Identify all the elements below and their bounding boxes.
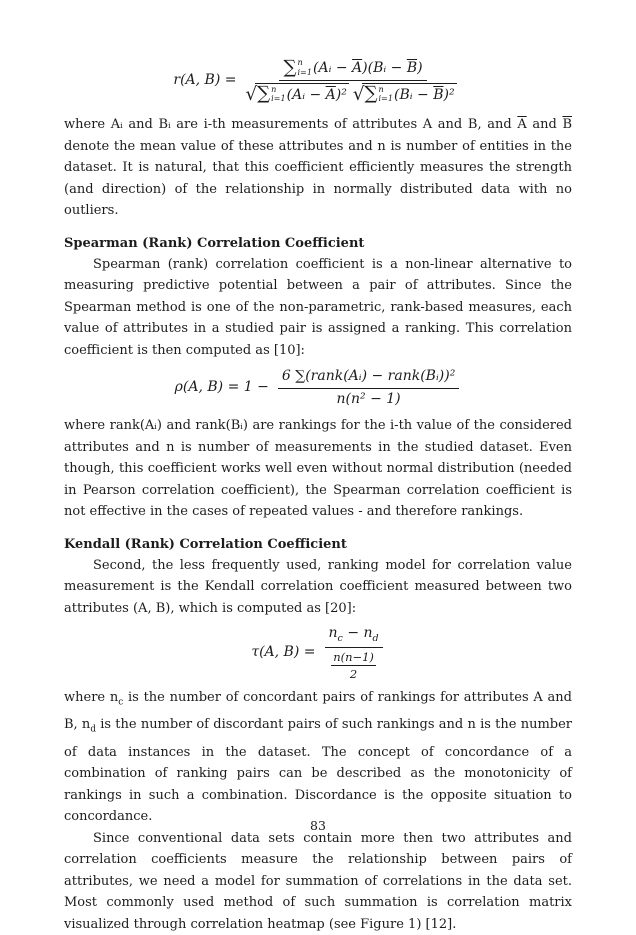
sum-icon: ∑: [283, 56, 297, 78]
paragraph-text: denote the mean value of these attributes and n is number of entities in the dataset. It is natural, that this coefficient efficiently measures the strength (and direction) of the relationship in normally distributed data with no outliers.: [64, 138, 572, 218]
sum-operator: [257, 85, 286, 105]
sqrt-term-b: [353, 83, 457, 105]
fraction-denominator: [246, 81, 461, 105]
paragraph-text: is the number of discordant pairs of such rankings and n is the number of data instances in the dataset. The concept of concordance of a combination of ranking pairs can be described as the monotonicity of rankings in such a combination. Discordance is the opposite situation to concordance.: [64, 717, 572, 825]
kendall-correlation-formula: [64, 625, 572, 681]
sum-limits: [271, 85, 286, 105]
sum-upper-limit: n: [297, 57, 303, 67]
sum-upper-limit: n: [271, 83, 277, 94]
nested-fraction: [331, 650, 376, 682]
pearson-correlation-formula: [64, 58, 572, 104]
sum-limits: [297, 58, 312, 78]
sum-lower-limit: i=1: [271, 93, 286, 104]
spearman-correlation-formula: [64, 368, 572, 408]
paragraph-text: where n: [64, 690, 119, 706]
sum-upper-limit: n: [378, 83, 384, 94]
sum-icon: ∑: [364, 83, 378, 105]
paragraph-pearson-explanation: [64, 114, 572, 222]
math-text: (Bᵢ −: [394, 86, 434, 103]
formula-lhs: ρ(A, B) = 1 −: [174, 379, 269, 396]
fraction-numerator: [325, 625, 383, 648]
paragraph-spearman-explanation: where rank(Aᵢ) and rank(Bᵢ) are rankings for the i-th value of the considered attributes and n is number of measurements in the studied dataset. Even though, this coefficient works well even without normal distribution (needed in Pearson correlation coefficient), the Spearman correlation coefficient is not effective in the cases of repeated values - and therefore rankings.: [64, 418, 572, 519]
paragraph-text: where Aᵢ and Bᵢ are i-th measurements of attributes A and B, and: [64, 117, 518, 132]
fraction-numerator: 6 ∑(rank(Aᵢ) − rank(Bᵢ))²: [278, 368, 459, 389]
sqrt-term-a: [246, 83, 349, 105]
mean-b-overline: $\overline{B}$: [406, 59, 418, 76]
math-text: n: [328, 625, 338, 641]
math-text: −: [342, 625, 364, 641]
math-text: )²: [443, 86, 455, 103]
fraction-numerator: [279, 58, 426, 81]
math-text: )²: [335, 86, 347, 103]
mean-b-overline: $\overline{B}$: [562, 117, 572, 132]
subscript-c: c: [337, 632, 343, 644]
paragraph-spearman-intro: Spearman (rank) correlation coefficient is a non-linear alternative to measuring predictive potential between a pair of attributes. Since the Spearman method is one of the non-parametric, rank-based measures, each value of attributes in a studied pair is assigned a ranking. This correlation coefficient is then computed as [10]:: [64, 256, 572, 358]
sum-limits: [378, 85, 393, 105]
sqrt-radicand: [362, 83, 456, 105]
math-text: (Aᵢ −: [313, 59, 353, 76]
paragraph-text: and: [526, 117, 563, 132]
fraction: [278, 368, 459, 408]
section-heading-spearman: Spearman (Rank) Correlation Coefficient: [64, 235, 365, 251]
sqrt-radicand: [255, 83, 349, 105]
fraction-denominator: [331, 648, 376, 682]
subscript-c: c: [118, 697, 124, 708]
paragraph-text: is the number of concordant pairs of rankings for attributes A and B, n: [64, 690, 572, 733]
mean-a-overline: $\overline{A}$: [517, 117, 527, 132]
math-text: ): [417, 59, 423, 76]
nested-numerator: n(n−1): [331, 650, 376, 666]
mean-a-overline: $\overline{A}$: [352, 59, 363, 76]
sum-lower-limit: i=1: [378, 93, 394, 104]
sum-lower-limit: i=1: [297, 66, 313, 77]
math-text: (Aᵢ −: [286, 86, 326, 103]
sum-operator: [364, 85, 393, 105]
math-text: )(Bᵢ −: [362, 59, 407, 76]
sqrt-icon: √: [352, 83, 365, 105]
section-heading-kendall: Kendall (Rank) Correlation Coefficient: [64, 536, 347, 552]
paragraph-kendall-explanation: [64, 687, 572, 827]
sqrt-icon: √: [245, 83, 258, 105]
paragraph-correlation-matrix: Since conventional data sets contain more then two attributes and correlation coefficients measure the relationship between pairs of attributes, we need a model for summation of correlations in the data set. Most commonly used method of such summation is correlation matrix visualized through correlation heatmap (see Figure 1) [12].: [64, 830, 572, 932]
subscript-d: d: [90, 725, 96, 736]
math-text: n: [363, 625, 373, 641]
fraction: [325, 625, 383, 681]
formula-lhs: τ(A, B) =: [251, 644, 316, 661]
fraction: [246, 58, 461, 104]
sum-operator: [283, 58, 312, 78]
mean-b-overline: $\overline{B}$: [433, 86, 444, 103]
page-number: 83: [310, 818, 326, 833]
nested-denominator: 2: [349, 667, 358, 682]
subscript-d: d: [372, 632, 379, 644]
formula-lhs: r(A, B) =: [173, 72, 237, 89]
fraction-denominator: n(n² − 1): [336, 390, 401, 407]
page-content: [64, 0, 572, 935]
sum-icon: ∑: [257, 83, 271, 105]
paragraph-kendall-intro: Second, the less frequently used, ranking model for correlation value measurement is the Kendall correlation coefficient measured between two attributes (A, B), which is computed as [20]:: [64, 557, 572, 616]
mean-a-overline: $\overline{A}$: [325, 86, 336, 103]
